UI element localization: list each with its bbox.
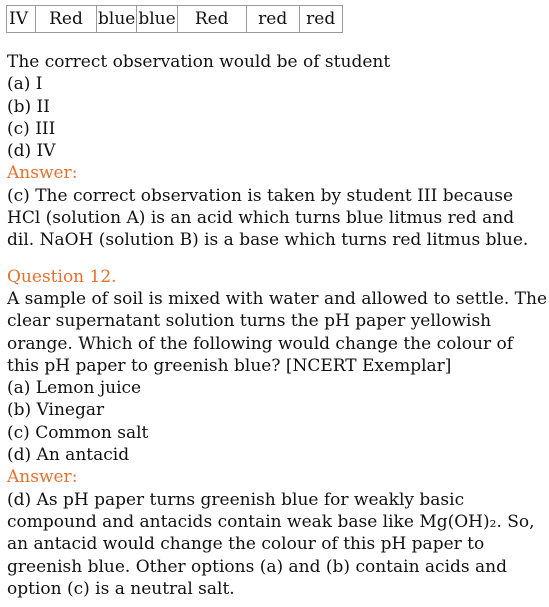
q12-answer-line: (d) As pH paper turns greenish blue for weakly basic	[7, 489, 465, 510]
q11-answer-line: (c) The correct observation is taken by student III because	[7, 185, 514, 206]
table-row	[7, 6, 343, 33]
q11-answer-label: Answer:	[7, 163, 78, 184]
q11-answer-line: dil. NaOH (solution B) is a base which turns red litmus blue.	[7, 230, 529, 251]
q12-answer-line: an antacid would change the colour of this pH paper to	[7, 534, 485, 555]
q12-answer-line: option (c) is a neutral salt.	[7, 578, 235, 599]
q12-option-a: (a) Lemon juice	[7, 378, 142, 399]
table-cell: IV	[7, 6, 36, 33]
q12-option-c: (c) Common salt	[7, 422, 149, 443]
table-cell: blue	[97, 6, 137, 33]
q11-question: The correct observation would be of student	[7, 52, 391, 72]
table-cell: Red	[177, 6, 246, 33]
q12-question-line: orange. Which of the following would change the colour of	[7, 333, 513, 354]
content	[7, 51, 547, 600]
q12-heading: Question 12.	[7, 266, 117, 287]
q12-option-d: (d) An antacid	[7, 445, 130, 466]
q11-option-b: (b) II	[7, 96, 50, 117]
q12-answer-label: Answer:	[7, 467, 78, 488]
q11-option-c: (c) III	[7, 118, 56, 139]
q12-answer-line: greenish blue. Other options (a) and (b) contain acids and	[7, 556, 507, 577]
table-cell: Red	[36, 6, 97, 33]
q11-answer-line: HCl (solution A) is an acid which turns blue litmus red and	[7, 208, 515, 229]
q12-option-b: (b) Vinegar	[7, 400, 105, 421]
q12-question-line: this pH paper to greenish blue? [NCERT Exemplar]	[7, 355, 452, 376]
q11-option-d: (d) IV	[7, 141, 56, 162]
spacer	[7, 252, 547, 266]
q11-option-a: (a) I	[7, 74, 43, 95]
table-cell: red	[246, 6, 299, 33]
table-cell: red	[299, 6, 342, 33]
table-cell: blue	[137, 6, 177, 33]
q12-question-line: A sample of soil is mixed with water and allowed to settle. The	[7, 288, 548, 309]
q12-question-line: clear supernatant solution turns the pH paper yellowish	[7, 311, 492, 332]
q12-answer-line: compound and antacids contain weak base like Mg(OH)₂. So,	[7, 511, 535, 532]
observation-table	[6, 5, 343, 33]
